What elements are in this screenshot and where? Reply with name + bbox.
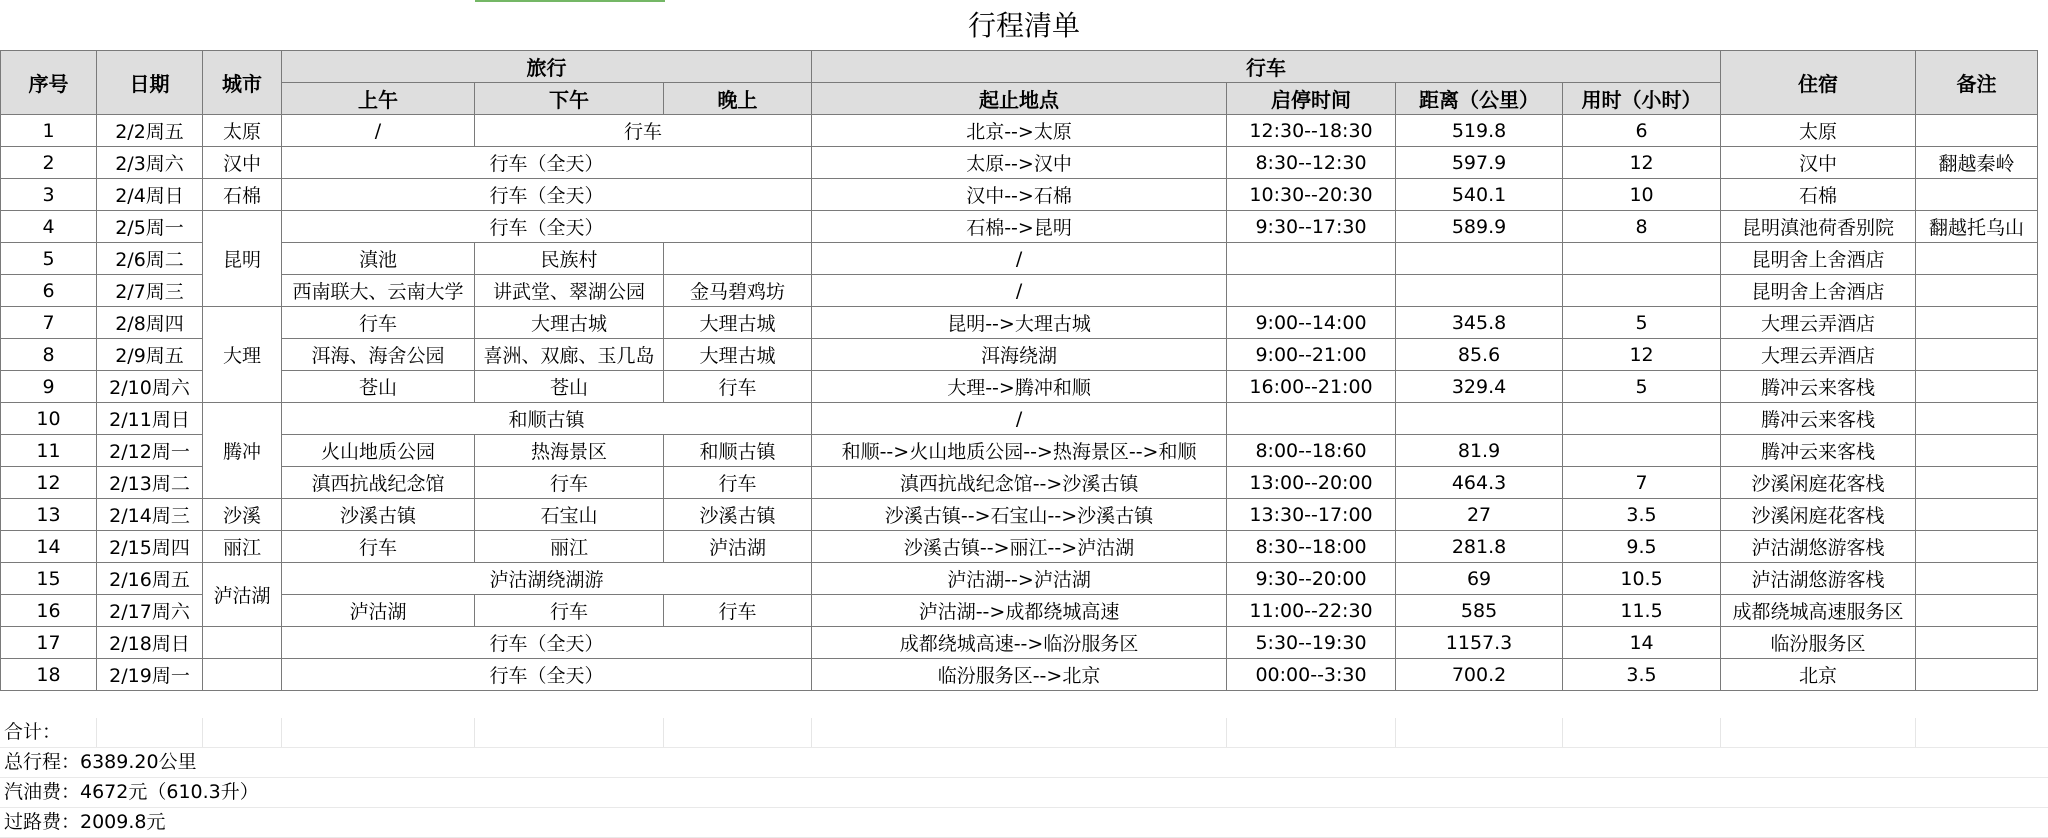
cell-travel[interactable]: 行车（全天） bbox=[282, 659, 812, 691]
cell-route[interactable]: / bbox=[812, 275, 1227, 307]
cell-date[interactable]: 2/6周二 bbox=[97, 243, 203, 275]
sheet-title: 行程清单 bbox=[967, 9, 1080, 42]
cell-duration[interactable]: 9.5 bbox=[1563, 531, 1721, 563]
cell-duration[interactable] bbox=[1563, 435, 1721, 467]
cell-travel[interactable]: 行车（全天） bbox=[282, 211, 812, 243]
cell-duration[interactable]: 12 bbox=[1563, 339, 1721, 371]
cell-evening[interactable]: 行车 bbox=[664, 371, 812, 403]
cell-morning[interactable]: / bbox=[282, 115, 475, 147]
cell-afternoon[interactable]: 讲武堂、翠湖公园 bbox=[475, 275, 664, 307]
header-date: 日期 bbox=[97, 51, 203, 115]
cell-route[interactable]: 沙溪古镇-->石宝山-->沙溪古镇 bbox=[812, 499, 1227, 531]
table-row bbox=[1, 435, 2038, 467]
cell-lodging[interactable]: 腾冲云来客栈 bbox=[1721, 403, 1916, 435]
cell-distance[interactable]: 85.6 bbox=[1396, 339, 1563, 371]
table-row bbox=[1, 531, 2038, 563]
cell-seq[interactable]: 16 bbox=[1, 595, 97, 627]
cell-date[interactable]: 2/3周六 bbox=[97, 147, 203, 179]
cell-city[interactable] bbox=[203, 627, 282, 659]
cell-route[interactable]: 汉中-->石棉 bbox=[812, 179, 1227, 211]
summary-label-row[interactable] bbox=[0, 718, 2048, 748]
cell-notes[interactable] bbox=[1916, 243, 2038, 275]
grid-line bbox=[474, 718, 475, 747]
cell-date[interactable]: 2/18周日 bbox=[97, 627, 203, 659]
cell-distance[interactable]: 81.9 bbox=[1396, 435, 1563, 467]
cell-city[interactable]: 太原 bbox=[203, 115, 282, 147]
cell-duration[interactable]: 11.5 bbox=[1563, 595, 1721, 627]
cell-notes[interactable] bbox=[1916, 531, 2038, 563]
table-row bbox=[1, 499, 2038, 531]
cell-lodging[interactable]: 汉中 bbox=[1721, 147, 1916, 179]
table-row bbox=[1, 307, 2038, 339]
cell-time[interactable]: 9:00--14:00 bbox=[1227, 307, 1396, 339]
cell-afternoon[interactable]: 行车 bbox=[475, 115, 812, 147]
cell-afternoon[interactable]: 苍山 bbox=[475, 371, 664, 403]
cell-seq[interactable]: 10 bbox=[1, 403, 97, 435]
cell-lodging[interactable]: 沙溪闲庭花客栈 bbox=[1721, 499, 1916, 531]
cell-duration[interactable]: 3.5 bbox=[1563, 499, 1721, 531]
cell-afternoon[interactable]: 大理古城 bbox=[475, 307, 664, 339]
table-row bbox=[1, 563, 2038, 595]
cell-seq[interactable]: 8 bbox=[1, 339, 97, 371]
cell-duration[interactable]: 14 bbox=[1563, 627, 1721, 659]
cell-city[interactable]: 大理 bbox=[203, 307, 282, 403]
grid-line bbox=[1915, 718, 1916, 747]
cell-seq[interactable]: 15 bbox=[1, 563, 97, 595]
cell-seq[interactable]: 5 bbox=[1, 243, 97, 275]
cell-lodging[interactable]: 昆明舍上舍酒店 bbox=[1721, 243, 1916, 275]
cell-notes[interactable] bbox=[1916, 627, 2038, 659]
cell-date[interactable]: 2/14周三 bbox=[97, 499, 203, 531]
table-row bbox=[1, 467, 2038, 499]
cell-route[interactable]: 临汾服务区-->北京 bbox=[812, 659, 1227, 691]
summary-label: 合计： bbox=[4, 721, 62, 743]
cell-date[interactable]: 2/5周一 bbox=[97, 211, 203, 243]
cell-distance[interactable]: 589.9 bbox=[1396, 211, 1563, 243]
cell-city[interactable] bbox=[203, 659, 282, 691]
cell-distance[interactable]: 540.1 bbox=[1396, 179, 1563, 211]
header-afternoon: 下午 bbox=[475, 83, 664, 115]
cell-route[interactable]: 成都绕城高速-->临汾服务区 bbox=[812, 627, 1227, 659]
cell-morning[interactable]: 滇西抗战纪念馆 bbox=[282, 467, 475, 499]
cell-date[interactable]: 2/16周五 bbox=[97, 563, 203, 595]
grid-line bbox=[96, 718, 97, 747]
cell-evening[interactable]: 大理古城 bbox=[664, 339, 812, 371]
cell-seq[interactable]: 2 bbox=[1, 147, 97, 179]
cell-time[interactable]: 8:30--12:30 bbox=[1227, 147, 1396, 179]
cell-route[interactable]: 和顺-->火山地质公园-->热海景区-->和顺 bbox=[812, 435, 1227, 467]
cell-morning[interactable]: 行车 bbox=[282, 307, 475, 339]
table-row bbox=[1, 627, 2038, 659]
cell-seq[interactable]: 3 bbox=[1, 179, 97, 211]
cell-lodging[interactable]: 昆明舍上舍酒店 bbox=[1721, 275, 1916, 307]
cell-notes[interactable] bbox=[1916, 115, 2038, 147]
header-evening: 晚上 bbox=[664, 83, 812, 115]
cell-time[interactable]: 10:30--20:30 bbox=[1227, 179, 1396, 211]
header-drive: 行车 bbox=[812, 51, 1721, 83]
table-row bbox=[1, 371, 2038, 403]
table-row bbox=[1, 243, 2038, 275]
cell-city[interactable]: 沙溪 bbox=[203, 499, 282, 531]
table-row bbox=[1, 659, 2038, 691]
header-notes: 备注 bbox=[1916, 51, 2038, 115]
cell-notes[interactable]: 翻越秦岭 bbox=[1916, 147, 2038, 179]
cell-morning[interactable]: 洱海、海舍公园 bbox=[282, 339, 475, 371]
cell-seq[interactable]: 1 bbox=[1, 115, 97, 147]
cell-time[interactable]: 16:00--21:00 bbox=[1227, 371, 1396, 403]
cell-afternoon[interactable]: 石宝山 bbox=[475, 499, 664, 531]
cell-lodging[interactable]: 临汾服务区 bbox=[1721, 627, 1916, 659]
cell-route[interactable]: 滇西抗战纪念馆-->沙溪古镇 bbox=[812, 467, 1227, 499]
cell-notes[interactable] bbox=[1916, 307, 2038, 339]
cell-duration[interactable] bbox=[1563, 403, 1721, 435]
cell-duration[interactable]: 12 bbox=[1563, 147, 1721, 179]
cell-notes[interactable] bbox=[1916, 403, 2038, 435]
cell-date[interactable]: 2/11周日 bbox=[97, 403, 203, 435]
cell-time[interactable]: 8:00--18:60 bbox=[1227, 435, 1396, 467]
cell-morning[interactable]: 火山地质公园 bbox=[282, 435, 475, 467]
cell-route[interactable]: 泸沽湖-->泸沽湖 bbox=[812, 563, 1227, 595]
cell-city[interactable]: 昆明 bbox=[203, 211, 282, 307]
cell-lodging[interactable]: 泸沽湖悠游客栈 bbox=[1721, 531, 1916, 563]
cell-duration[interactable]: 10 bbox=[1563, 179, 1721, 211]
cell-seq[interactable]: 13 bbox=[1, 499, 97, 531]
cell-travel[interactable]: 泸沽湖绕湖游 bbox=[282, 563, 812, 595]
cell-route[interactable]: 泸沽湖-->成都绕城高速 bbox=[812, 595, 1227, 627]
cell-distance[interactable]: 27 bbox=[1396, 499, 1563, 531]
cell-duration[interactable]: 7 bbox=[1563, 467, 1721, 499]
cell-distance[interactable]: 345.8 bbox=[1396, 307, 1563, 339]
header-duration: 用时（小时） bbox=[1563, 83, 1721, 115]
cell-morning[interactable]: 滇池 bbox=[282, 243, 475, 275]
cell-lodging[interactable]: 成都绕城高速服务区 bbox=[1721, 595, 1916, 627]
header-seq: 序号 bbox=[1, 51, 97, 115]
grid-line bbox=[202, 718, 203, 747]
cell-time[interactable] bbox=[1227, 403, 1396, 435]
cell-seq[interactable]: 7 bbox=[1, 307, 97, 339]
cell-date[interactable]: 2/2周五 bbox=[97, 115, 203, 147]
cell-lodging[interactable]: 泸沽湖悠游客栈 bbox=[1721, 563, 1916, 595]
cell-date[interactable]: 2/17周六 bbox=[97, 595, 203, 627]
cell-seq[interactable]: 11 bbox=[1, 435, 97, 467]
cell-lodging[interactable]: 太原 bbox=[1721, 115, 1916, 147]
cell-afternoon[interactable]: 喜洲、双廊、玉几岛 bbox=[475, 339, 664, 371]
cell-evening[interactable]: 和顺古镇 bbox=[664, 435, 812, 467]
cell-route[interactable]: / bbox=[812, 243, 1227, 275]
cell-duration[interactable]: 3.5 bbox=[1563, 659, 1721, 691]
cell-route[interactable]: 石棉-->昆明 bbox=[812, 211, 1227, 243]
cell-distance[interactable]: 329.4 bbox=[1396, 371, 1563, 403]
cell-travel[interactable]: 行车（全天） bbox=[282, 627, 812, 659]
cell-afternoon[interactable]: 丽江 bbox=[475, 531, 664, 563]
summary-fuel-row[interactable] bbox=[0, 778, 2048, 808]
cell-seq[interactable]: 18 bbox=[1, 659, 97, 691]
cell-date[interactable]: 2/7周三 bbox=[97, 275, 203, 307]
header-lodging: 住宿 bbox=[1721, 51, 1916, 115]
cell-notes[interactable]: 翻越托乌山 bbox=[1916, 211, 2038, 243]
cell-time[interactable]: 9:30--20:00 bbox=[1227, 563, 1396, 595]
grid-line bbox=[281, 718, 282, 747]
cell-afternoon[interactable]: 行车 bbox=[475, 595, 664, 627]
summary-toll: 过路费：2009.8元 bbox=[4, 811, 166, 833]
cell-lodging[interactable]: 大理云弄酒店 bbox=[1721, 339, 1916, 371]
cell-duration[interactable]: 5 bbox=[1563, 307, 1721, 339]
cell-date[interactable]: 2/10周六 bbox=[97, 371, 203, 403]
cell-lodging[interactable]: 腾冲云来客栈 bbox=[1721, 435, 1916, 467]
cell-date[interactable]: 2/4周日 bbox=[97, 179, 203, 211]
cell-duration[interactable] bbox=[1563, 243, 1721, 275]
cell-morning[interactable]: 西南联大、云南大学 bbox=[282, 275, 475, 307]
cell-evening[interactable]: 沙溪古镇 bbox=[664, 499, 812, 531]
header-route: 起止地点 bbox=[812, 83, 1227, 115]
header-distance: 距离（公里） bbox=[1396, 83, 1563, 115]
cell-time[interactable]: 13:00--20:00 bbox=[1227, 467, 1396, 499]
grid-line bbox=[1562, 718, 1563, 747]
cell-route[interactable]: 昆明-->大理古城 bbox=[812, 307, 1227, 339]
cell-notes[interactable] bbox=[1916, 435, 2038, 467]
cell-evening[interactable]: 大理古城 bbox=[664, 307, 812, 339]
cell-morning[interactable]: 苍山 bbox=[282, 371, 475, 403]
header-morning: 上午 bbox=[282, 83, 475, 115]
cell-duration[interactable]: 6 bbox=[1563, 115, 1721, 147]
cell-time[interactable]: 12:30--18:30 bbox=[1227, 115, 1396, 147]
table-row bbox=[1, 339, 2038, 371]
cell-seq[interactable]: 14 bbox=[1, 531, 97, 563]
header-row-1 bbox=[1, 51, 2038, 83]
cell-city[interactable]: 石棉 bbox=[203, 179, 282, 211]
cell-date[interactable]: 2/19周一 bbox=[97, 659, 203, 691]
cell-time[interactable]: 8:30--18:00 bbox=[1227, 531, 1396, 563]
cell-lodging[interactable]: 石棉 bbox=[1721, 179, 1916, 211]
cell-city[interactable]: 汉中 bbox=[203, 147, 282, 179]
cell-time[interactable] bbox=[1227, 275, 1396, 307]
cell-date[interactable]: 2/13周二 bbox=[97, 467, 203, 499]
cell-distance[interactable]: 1157.3 bbox=[1396, 627, 1563, 659]
table-row bbox=[1, 595, 2038, 627]
cell-distance[interactable]: 69 bbox=[1396, 563, 1563, 595]
cell-date[interactable]: 2/15周四 bbox=[97, 531, 203, 563]
cell-evening[interactable]: 泸沽湖 bbox=[664, 531, 812, 563]
cell-distance[interactable] bbox=[1396, 243, 1563, 275]
cell-notes[interactable] bbox=[1916, 499, 2038, 531]
summary-total-distance-row[interactable] bbox=[0, 748, 2048, 778]
cell-seq[interactable]: 12 bbox=[1, 467, 97, 499]
cell-lodging[interactable]: 沙溪闲庭花客栈 bbox=[1721, 467, 1916, 499]
cell-evening[interactable]: 行车 bbox=[664, 467, 812, 499]
cell-route[interactable]: 太原-->汉中 bbox=[812, 147, 1227, 179]
cell-duration[interactable]: 8 bbox=[1563, 211, 1721, 243]
cell-distance[interactable]: 585 bbox=[1396, 595, 1563, 627]
cell-time[interactable]: 00:00--3:30 bbox=[1227, 659, 1396, 691]
table-row bbox=[1, 211, 2038, 243]
cell-lodging[interactable]: 昆明滇池荷香别院 bbox=[1721, 211, 1916, 243]
grid-line bbox=[811, 718, 812, 747]
summary-section bbox=[0, 718, 2048, 838]
cell-notes[interactable] bbox=[1916, 179, 2038, 211]
grid-line bbox=[1720, 718, 1721, 747]
summary-toll-row[interactable] bbox=[0, 808, 2048, 838]
cell-date[interactable]: 2/8周四 bbox=[97, 307, 203, 339]
cell-route[interactable]: / bbox=[812, 403, 1227, 435]
cell-morning[interactable]: 泸沽湖 bbox=[282, 595, 475, 627]
cell-evening[interactable]: 金马碧鸡坊 bbox=[664, 275, 812, 307]
cell-city[interactable]: 泸沽湖 bbox=[203, 563, 282, 627]
cell-duration[interactable]: 10.5 bbox=[1563, 563, 1721, 595]
cell-travel[interactable]: 行车（全天） bbox=[282, 179, 812, 211]
cell-route[interactable]: 沙溪古镇-->丽江-->泸沽湖 bbox=[812, 531, 1227, 563]
cell-city[interactable]: 丽江 bbox=[203, 531, 282, 563]
cell-afternoon[interactable]: 行车 bbox=[475, 467, 664, 499]
table-row bbox=[1, 115, 2038, 147]
cell-notes[interactable] bbox=[1916, 371, 2038, 403]
cell-time[interactable]: 13:30--17:00 bbox=[1227, 499, 1396, 531]
table-row bbox=[1, 179, 2038, 211]
cell-notes[interactable] bbox=[1916, 339, 2038, 371]
table-row bbox=[1, 275, 2038, 307]
cell-distance[interactable]: 281.8 bbox=[1396, 531, 1563, 563]
cell-distance[interactable]: 700.2 bbox=[1396, 659, 1563, 691]
cell-distance[interactable]: 597.9 bbox=[1396, 147, 1563, 179]
cell-notes[interactable] bbox=[1916, 563, 2038, 595]
cell-route[interactable]: 大理-->腾冲和顺 bbox=[812, 371, 1227, 403]
cell-afternoon[interactable]: 热海景区 bbox=[475, 435, 664, 467]
cell-travel[interactable]: 行车（全天） bbox=[282, 147, 812, 179]
summary-fuel: 汽油费：4672元（610.3升） bbox=[4, 781, 259, 803]
grid-line bbox=[663, 718, 664, 747]
cell-time[interactable]: 9:00--21:00 bbox=[1227, 339, 1396, 371]
table-row bbox=[1, 147, 2038, 179]
cell-distance[interactable]: 464.3 bbox=[1396, 467, 1563, 499]
cell-morning[interactable]: 沙溪古镇 bbox=[282, 499, 475, 531]
cell-time[interactable]: 9:30--17:30 bbox=[1227, 211, 1396, 243]
cell-seq[interactable]: 6 bbox=[1, 275, 97, 307]
header-time: 启停时间 bbox=[1227, 83, 1396, 115]
cell-seq[interactable]: 9 bbox=[1, 371, 97, 403]
cell-notes[interactable] bbox=[1916, 595, 2038, 627]
cell-route[interactable]: 洱海绕湖 bbox=[812, 339, 1227, 371]
summary-total-distance: 总行程：6389.20公里 bbox=[4, 751, 197, 773]
cell-seq[interactable]: 4 bbox=[1, 211, 97, 243]
header-travel: 旅行 bbox=[282, 51, 812, 83]
cell-evening[interactable]: 行车 bbox=[664, 595, 812, 627]
cell-distance[interactable] bbox=[1396, 275, 1563, 307]
cell-time[interactable]: 11:00--22:30 bbox=[1227, 595, 1396, 627]
cell-time[interactable]: 5:30--19:30 bbox=[1227, 627, 1396, 659]
grid-line bbox=[1395, 718, 1396, 747]
cell-distance[interactable]: 519.8 bbox=[1396, 115, 1563, 147]
cell-afternoon[interactable]: 民族村 bbox=[475, 243, 664, 275]
cell-date[interactable]: 2/12周一 bbox=[97, 435, 203, 467]
cell-notes[interactable] bbox=[1916, 275, 2038, 307]
cell-notes[interactable] bbox=[1916, 659, 2038, 691]
cell-lodging[interactable]: 腾冲云来客栈 bbox=[1721, 371, 1916, 403]
cell-date[interactable]: 2/9周五 bbox=[97, 339, 203, 371]
itinerary-table bbox=[0, 50, 2038, 691]
cell-duration[interactable]: 5 bbox=[1563, 371, 1721, 403]
cell-evening[interactable] bbox=[664, 243, 812, 275]
cell-time[interactable] bbox=[1227, 243, 1396, 275]
cell-lodging[interactable]: 北京 bbox=[1721, 659, 1916, 691]
grid-line bbox=[1226, 718, 1227, 747]
cell-travel[interactable]: 和顺古镇 bbox=[282, 403, 812, 435]
cell-city[interactable]: 腾冲 bbox=[203, 403, 282, 499]
header-city: 城市 bbox=[203, 51, 282, 115]
cell-morning[interactable]: 行车 bbox=[282, 531, 475, 563]
cell-seq[interactable]: 17 bbox=[1, 627, 97, 659]
table-row bbox=[1, 403, 2038, 435]
cell-route[interactable]: 北京-->太原 bbox=[812, 115, 1227, 147]
cell-duration[interactable] bbox=[1563, 275, 1721, 307]
cell-distance[interactable] bbox=[1396, 403, 1563, 435]
cell-notes[interactable] bbox=[1916, 467, 2038, 499]
cell-lodging[interactable]: 大理云弄酒店 bbox=[1721, 307, 1916, 339]
